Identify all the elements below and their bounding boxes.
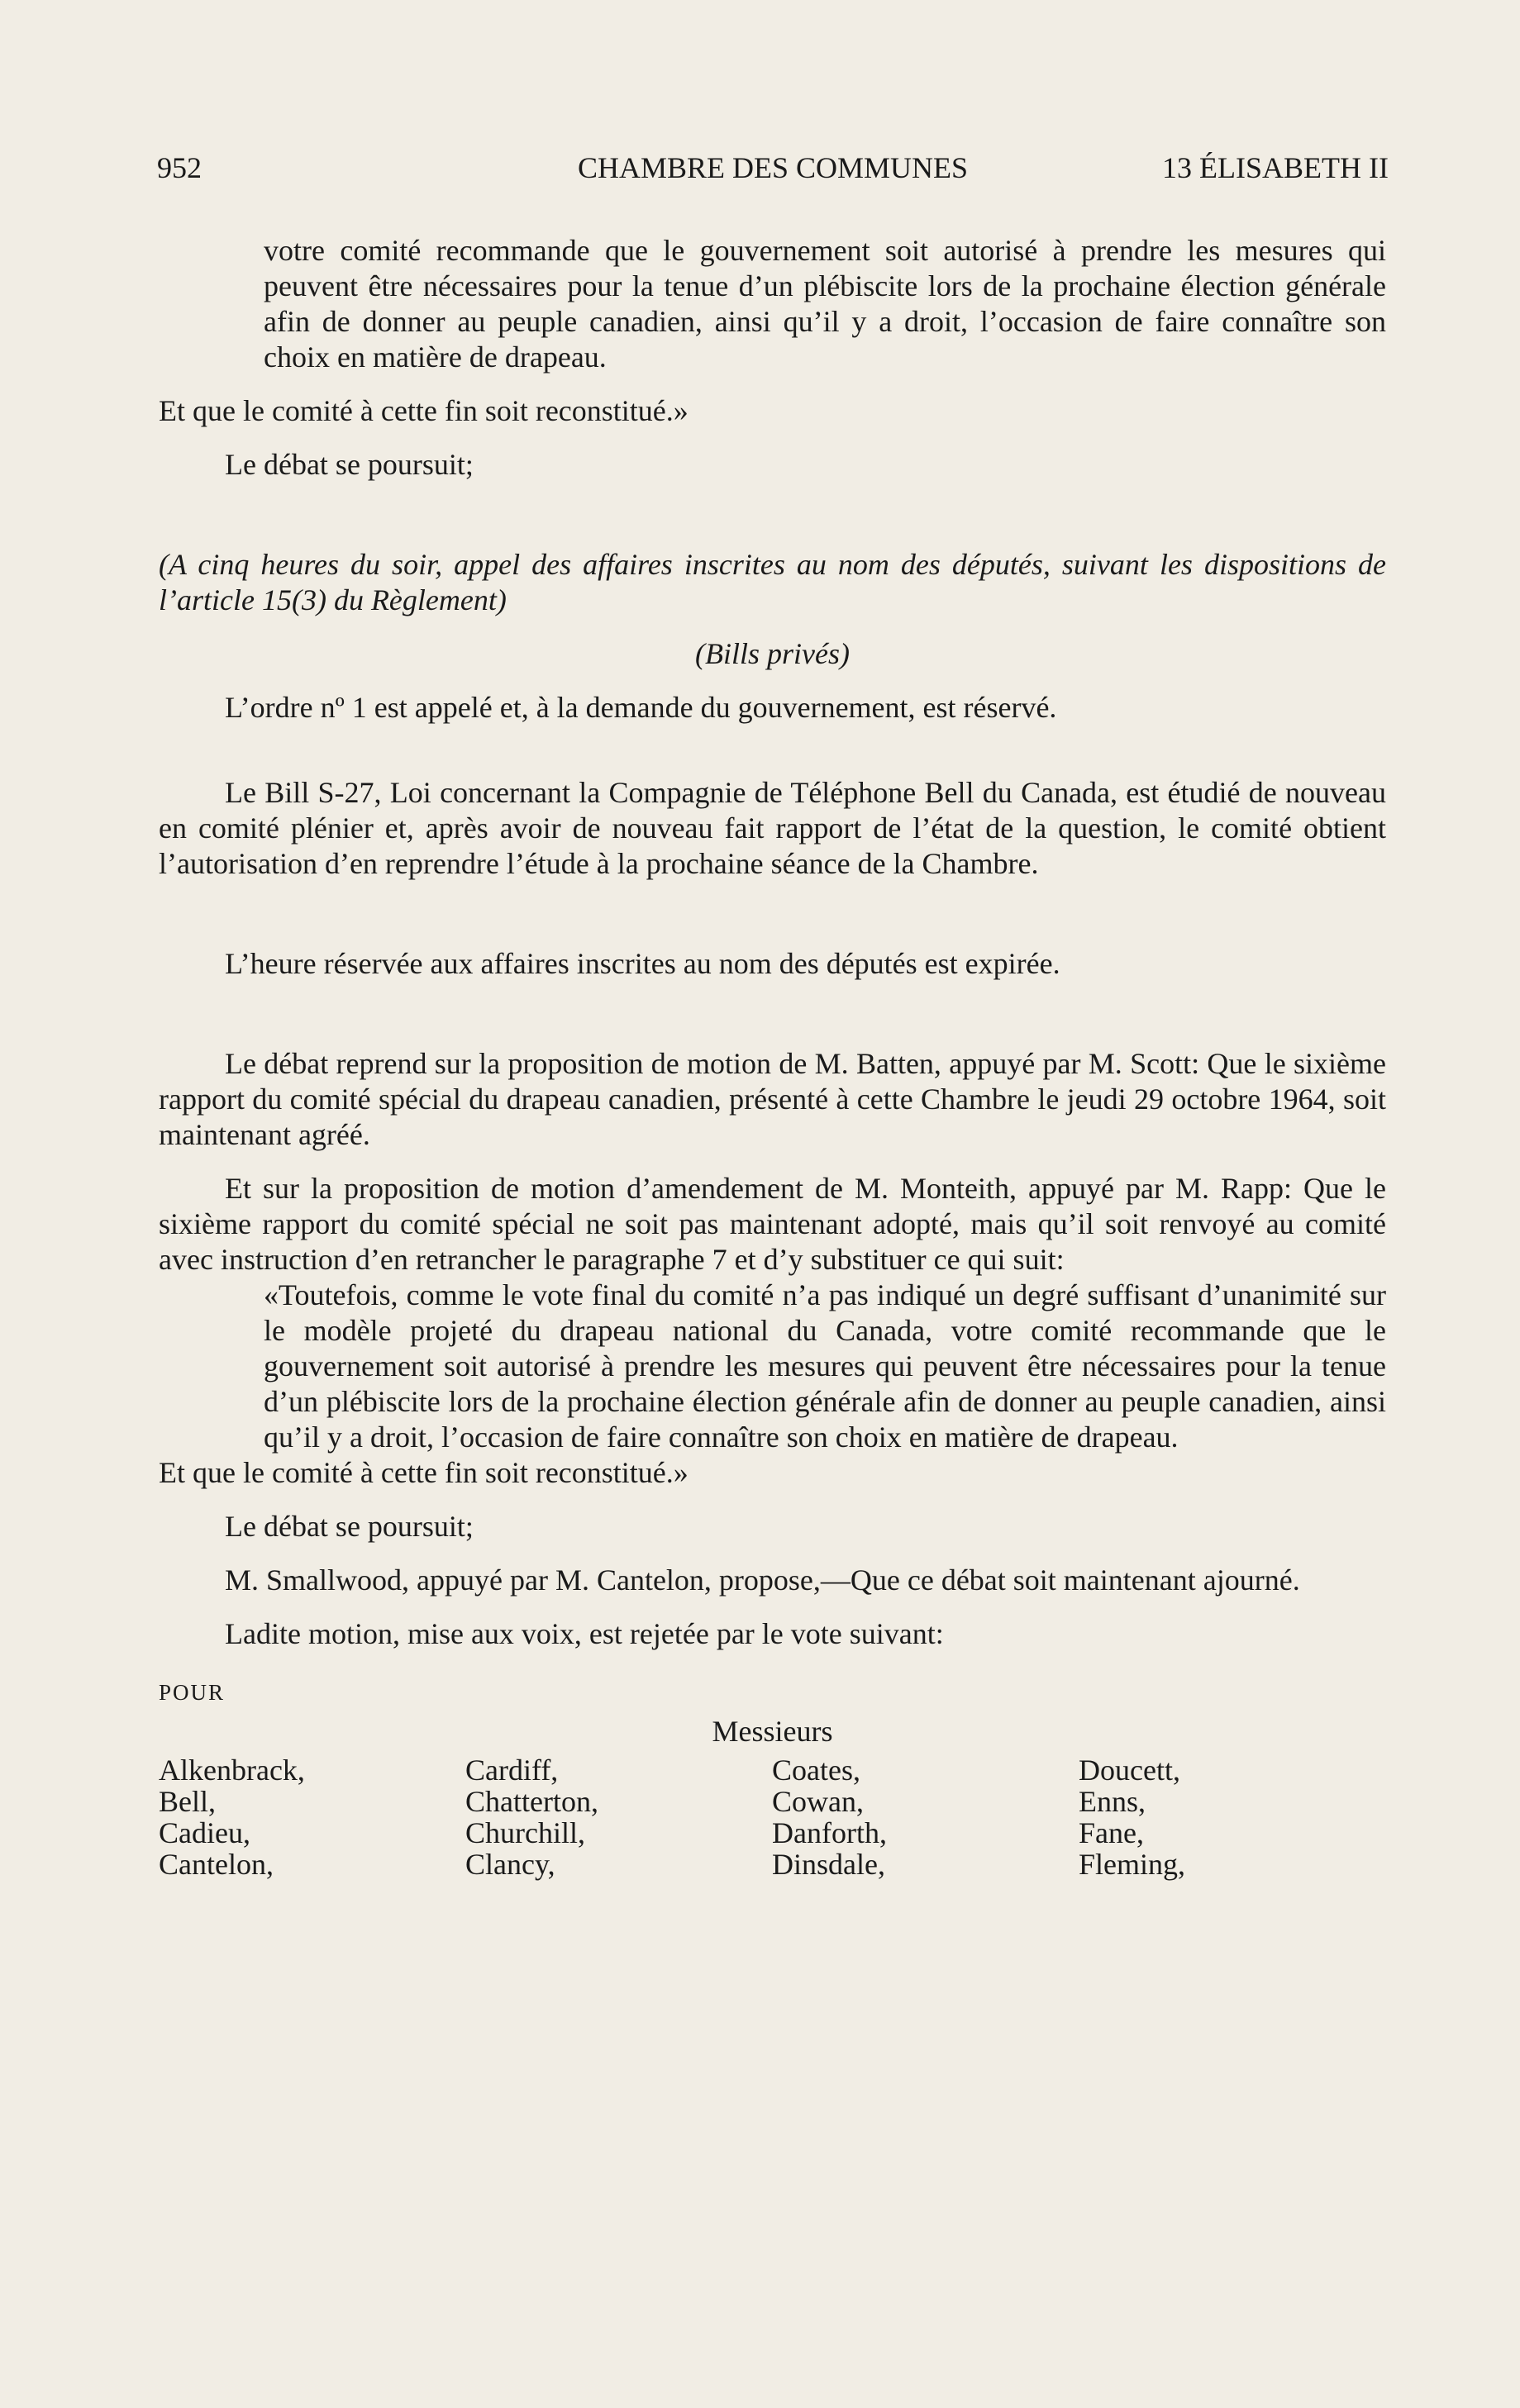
member-name: Enns, [1079,1785,1146,1818]
member-name: Danforth, [772,1816,887,1849]
member-name: Cowan, [772,1785,864,1818]
paragraph: Et sur la proposition de motion d’amendement de M. Monteith, appuyé par M. Rapp: Que le sixième rapport du comité spécial ne soit pas maintenant adopté, mais qu’il soit renvoyé au comité avec instruction d’en retrancher le paragraphe 7 et d’y substituer ce qui suit: [159,1172,1386,1276]
quoted-paragraph: «Toutefois, comme le vote final du comité n’a pas indiqué un degré suffisant d’unanimité sur le modèle projeté du drapeau national du Canada, votre comité recommande que le gouvernement soit autorisé à prendre les mesures qui peuvent être nécessaires pour la tenue d’un plébiscite lors de la prochaine élection générale afin de donner au peuple canadien, ainsi qu’il y a droit, l’occasion de faire connaître son choix en matière de drapeau. [264,1278,1386,1454]
member-name: Dinsdale, [772,1848,885,1881]
member-name: Clancy, [465,1848,555,1881]
paragraph: Ladite motion, mise aux voix, est rejetée par le vote suivant: [225,1617,944,1650]
member-name: Bell, [159,1785,216,1818]
member-name: Cadieu, [159,1816,250,1849]
paragraph: M. Smallwood, appuyé par M. Cantelon, propose,—Que ce débat soit maintenant ajourné. [225,1563,1300,1597]
page-body [159,233,1386,1880]
names-column [1079,1754,1385,1880]
member-name: Alkenbrack, [159,1754,305,1787]
paragraph: Et que le comité à cette fin soit reconstitué.» [159,394,689,427]
names-column [159,1754,465,1880]
vote-subheading: Messieurs [712,1715,833,1748]
member-name: Fleming, [1079,1848,1186,1881]
member-name: Cardiff, [465,1754,559,1787]
paragraph: Le Bill S-27, Loi concernant la Compagnie de Téléphone Bell du Canada, est étudié de nouveau en comité plénier et, après avoir de nouveau fait rapport de l’état de la question, le comité obtient l’autorisation d’en reprendre l’étude à la prochaine séance de la Chambre. [159,776,1386,880]
paragraph: Le débat se poursuit; [225,448,474,481]
quoted-paragraph: votre comité recommande que le gouvernement soit autorisé à prendre les mesures qui peuvent être nécessaires pour la tenue d’un plébiscite lors de la prochaine élection générale afin de donner au peuple canadien, ainsi qu’il y a droit, l’occasion de faire connaître son choix en matière de drapeau. [264,234,1386,374]
member-name: Chatterton, [465,1785,598,1818]
names-column [772,1754,1079,1880]
member-name: Cantelon, [159,1848,274,1881]
section-heading: (Bills privés) [695,637,850,670]
paragraph: Le débat se poursuit; [225,1510,474,1543]
names-column [465,1754,772,1880]
header-reign: 13 ÉLISABETH II [1162,151,1389,184]
italic-note: (A cinq heures du soir, appel des affaires inscrites au nom des députés, suivant les dispositions de l’article 15(3) du Règlement) [159,548,1386,616]
page-number: 952 [157,151,202,184]
header-title: CHAMBRE DES COMMUNES [577,151,969,184]
member-name: Fane, [1079,1816,1144,1849]
member-name: Coates, [772,1754,860,1787]
page-header [157,147,1389,188]
paragraph: Le débat reprend sur la proposition de motion de M. Batten, appuyé par M. Scott: Que le sixième rapport du comité spécial du drapeau canadien, présenté à cette Chambre le jeudi 29 octobre 1964, soit maintenant agréé. [159,1047,1386,1151]
paragraph: Et que le comité à cette fin soit reconstitué.» [159,1456,689,1489]
member-name: Churchill, [465,1816,585,1849]
vote-names [159,1754,1386,1880]
paragraph: L’heure réservée aux affaires inscrites au nom des députés est expirée. [225,947,1060,980]
vote-heading: POUR [159,1680,226,1705]
paragraph: L’ordre nº 1 est appelé et, à la demande du gouvernement, est réservé. [225,691,1057,724]
member-name: Doucett, [1079,1754,1180,1787]
